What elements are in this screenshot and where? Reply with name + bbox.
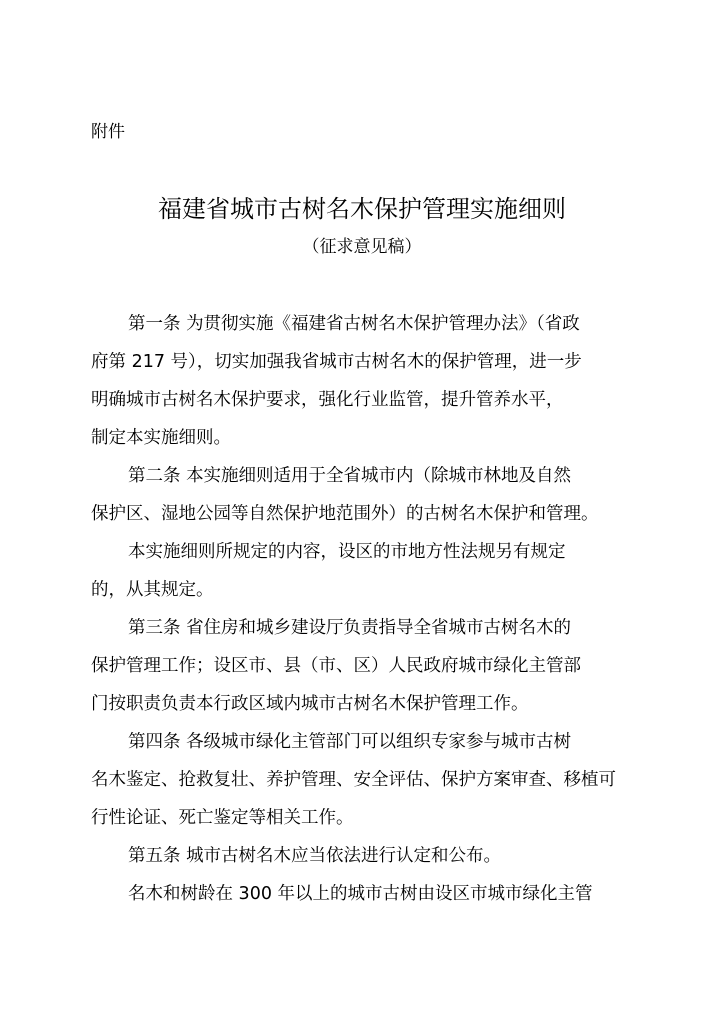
document-title: 福建省城市古树名木保护管理实施细则 bbox=[158, 195, 566, 223]
article-2-para-2-line-2: 的，从其规定。 bbox=[91, 580, 214, 600]
article-1-line-1: 第一条 为贯彻实施《福建省古树名木保护管理办法》（省政 bbox=[128, 314, 580, 334]
article-3-line-2: 保护管理工作；设区市、县（市、区）人民政府城市绿化主管部 bbox=[91, 656, 581, 676]
article-2-para-2-line-1: 本实施细则所规定的内容，设区的市地方性法规另有规定 bbox=[128, 542, 566, 562]
document-subtitle: （征求意见稿） bbox=[302, 237, 422, 257]
article-1-line-4: 制定本实施细则。 bbox=[91, 428, 231, 448]
article-5-para-2-line-1: 名木和树龄在 300 年以上的城市古树由设区市城市绿化主管 bbox=[128, 884, 593, 904]
article-2-line-1: 第二条 本实施细则适用于全省城市内（除城市林地及自然 bbox=[128, 466, 572, 486]
article-4-line-2: 名木鉴定、抢救复壮、养护管理、安全评估、保护方案审查、移植可 bbox=[91, 770, 616, 790]
article-3-line-3: 门按职责负责本行政区域内城市古树名木保护管理工作。 bbox=[91, 694, 529, 714]
article-4-line-3: 行性论证、死亡鉴定等相关工作。 bbox=[91, 808, 354, 828]
article-2-line-2: 保护区、湿地公园等自然保护地范围外）的古树名木保护和管理。 bbox=[91, 504, 599, 524]
attachment-label: 附件 bbox=[91, 122, 125, 142]
article-1-line-3: 明确城市古树名木保护要求，强化行业监管，提升管养水平， bbox=[91, 390, 564, 410]
article-1-line-2: 府第 217 号），切实加强我省城市古树名木的保护管理，进一步 bbox=[91, 352, 582, 372]
article-3-line-1: 第三条 省住房和城乡建设厅负责指导全省城市古树名木的 bbox=[128, 618, 572, 638]
article-5-line-1: 第五条 城市古树名木应当依法进行认定和公布。 bbox=[128, 846, 502, 866]
article-4-line-1: 第四条 各级城市绿化主管部门可以组织专家参与城市古树 bbox=[128, 732, 572, 752]
